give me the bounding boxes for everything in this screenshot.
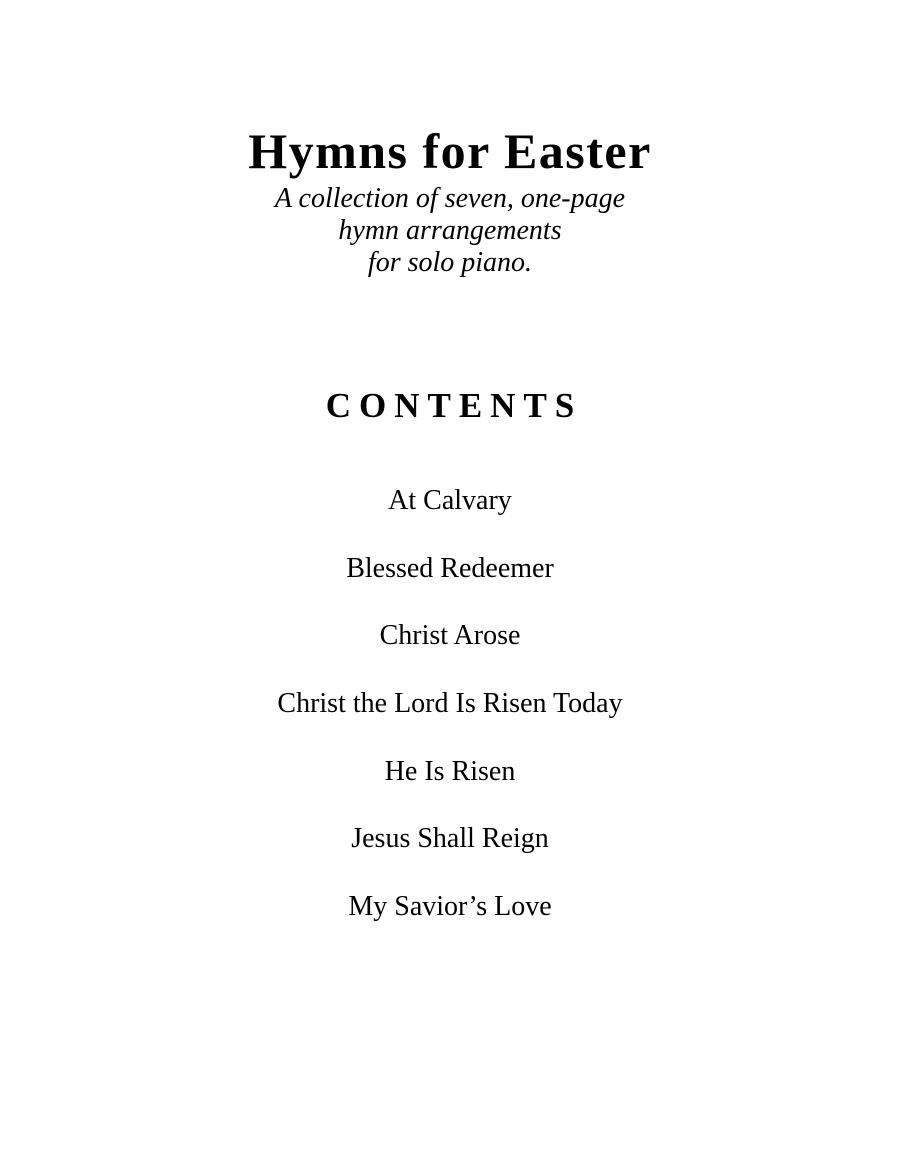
subtitle-line: for solo piano. [367,247,533,278]
subtitle-line: hymn arrangements [338,215,562,246]
page-title: Hymns for Easter [248,123,652,179]
contents-heading: CONTENTS [325,386,583,425]
contents-item: Christ Arose [379,620,521,652]
subtitle-line: A collection of seven, one-page [274,183,626,214]
contents-item: My Savior’s Love [348,891,552,923]
contents-item: Christ the Lord Is Risen Today [277,688,623,720]
subtitle [0,183,900,279]
contents-list [0,484,900,958]
contents-item: Blessed Redeemer [346,552,554,584]
contents-item: At Calvary [388,485,512,516]
contents-item: Jesus Shall Reign [351,823,549,855]
contents-item: He Is Risen [384,755,516,787]
